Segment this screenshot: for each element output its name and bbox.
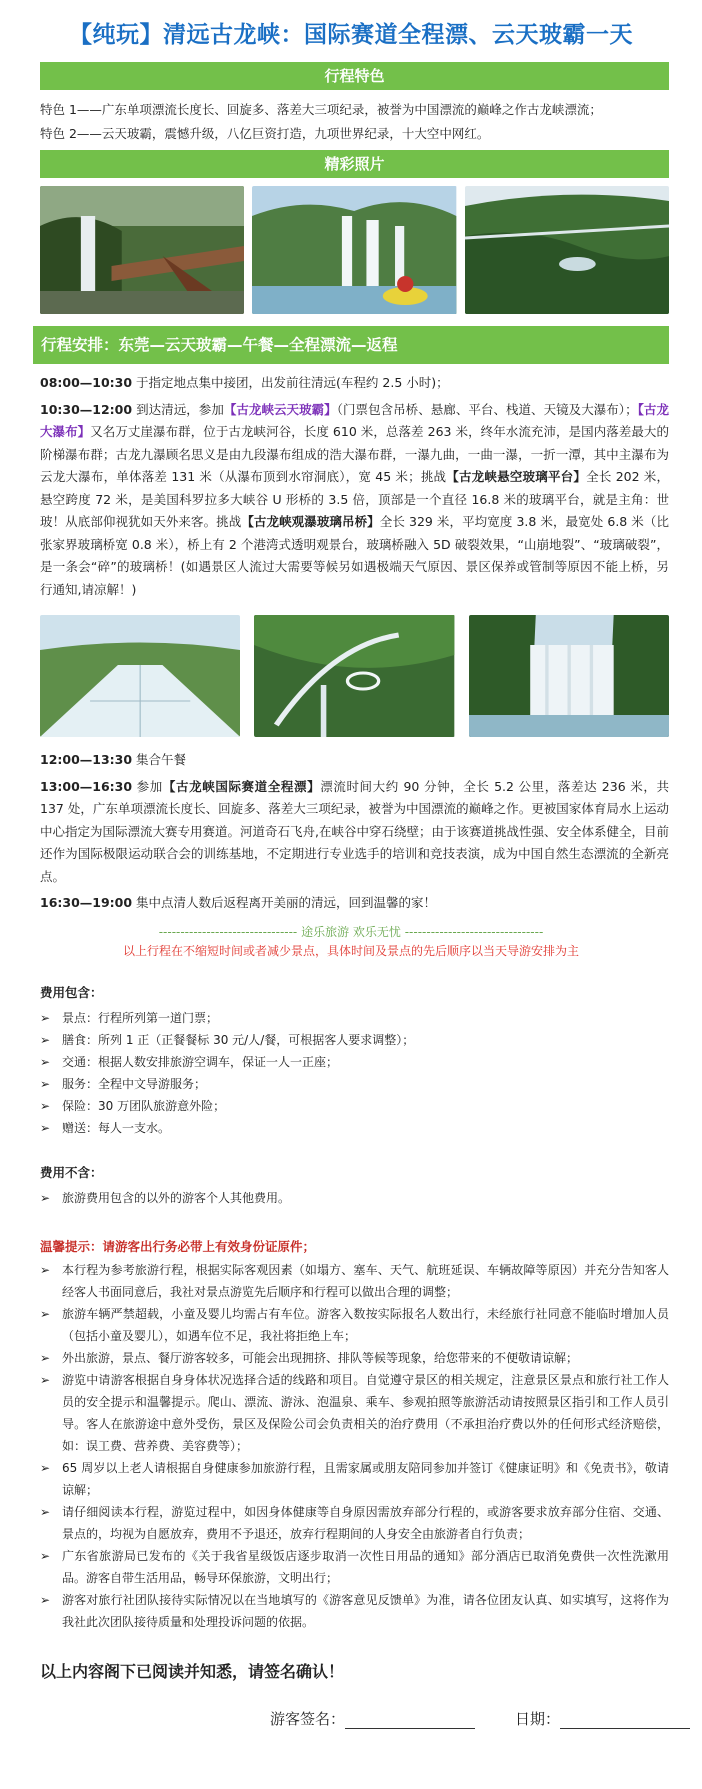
arrow-right-icon: ➢ <box>40 1592 51 1607</box>
itinerary-top <box>40 372 669 601</box>
arrow-right-icon: ➢ <box>40 1076 51 1091</box>
highlight-glass-platform: 【古龙峡悬空玻璃平台】 <box>446 469 587 484</box>
photo-waterfall-walkway <box>40 186 244 314</box>
itinerary-item-5 <box>40 892 669 915</box>
list-item: ➢ 旅游费用包含的以外的游客个人其他费用。 <box>40 1187 669 1209</box>
itinerary-text: 又名万丈崖瀑布群，位于古龙峡河谷，长度 610 米，总落差 263 米，终年水流充沛，是国内落差最大的阶梯瀑布群；古龙九瀑顾名思义是由九段瀑布组成的浩大瀑布群，一瀑九曲，一曲一瀑，一折一潭，其中主瀑布为云龙大瀑布，单体落差 131 米（从瀑布顶到水帘洞底），宽 45 米；挑战 <box>40 424 669 484</box>
itinerary-item-2 <box>40 399 669 602</box>
list-item: ➢ 游客对旅行社团队接待实际情况以在当地填写的《游客意见反馈单》为准，请各位团友认真、如实填写，这将作为我社此次团队接待质量和处理投诉问题的依据。 <box>40 1589 669 1633</box>
itinerary-time: 12:00—13:30 <box>40 752 133 767</box>
itinerary-time: 16:30—19:00 <box>40 895 133 910</box>
itinerary-text: 集中点清人数后返程离开美丽的清远，回到温馨的家！ <box>132 895 437 910</box>
list-item: ➢ 服务：全程中文导游服务； <box>40 1073 669 1095</box>
highlight-rafting: 【古龙峡国际赛道全程漂】 <box>162 778 321 794</box>
tourist-signature-label: 游客签名： <box>270 1709 346 1728</box>
itinerary-text: 参加 <box>132 778 163 794</box>
itinerary-text: 于指定地点集中接团，出发前往清远(车程约 2.5 小时)； <box>132 375 449 390</box>
included-title: 费用包含： <box>40 984 103 1000</box>
date-label: 日期： <box>515 1709 561 1728</box>
list-item: ➢ 保险：30 万团队旅游意外险； <box>40 1095 669 1117</box>
agency-slogan: -------------------------------- 途乐旅游 欢乐无忧 -------------------------------- <box>158 924 544 939</box>
tips-list <box>40 1259 669 1633</box>
features-list <box>40 98 669 146</box>
page-title: 【纯玩】清远古龙峡：国际赛道全程漂、云天玻霸一天 <box>69 22 633 48</box>
photo-glass-bridge-aerial <box>465 186 669 314</box>
tips-title: 温馨提示：请游客出行务必带上有效身份证原件； <box>40 1238 316 1254</box>
list-item: ➢ 游览中请游客根据自身身体状况选择合适的线路和项目。自觉遵守景区的相关规定，注意景区景点和旅行社工作人员的安全提示和温馨提示。爬山、漂流、游泳、泡温泉、乘车、参观拍照等旅游活动请按照景区指引和工作人员引导。客人在旅游途中意外受伤，景区及保险公司会负责相关的治疗费用（不承担治疗费以外的任何形式经济赔偿，如：误工费、营养费、美容费等）； <box>40 1369 669 1457</box>
arrow-right-icon: ➢ <box>40 1054 51 1069</box>
list-item: ➢ 65 周岁以上老人请根据自身健康参加旅游行程，且需家属或朋友陪同参加并签订《健康证明》和《免责书》，敬请谅解； <box>40 1457 669 1501</box>
itinerary-text: 全长 329 米，平均宽度 3.8 米，最宽处 6.8 米（比张家界玻璃桥宽 0.8 米），桥上有 2 个港湾式透明观景台，玻璃桥融入 5D 破裂效果，“山崩地裂”、“玻璃破裂”，是一条会“碎”的玻璃桥！(如遇景区人流过大需要等候另如遇极端天气原因、景区保养或管制等原因不能上桥，另行通知,请凉解！) <box>40 514 669 597</box>
itinerary-time: 13:00—16:30 <box>40 778 133 794</box>
excluded-title: 费用不含： <box>40 1164 103 1180</box>
date-field[interactable] <box>515 1708 690 1729</box>
itinerary-item-4 <box>40 776 669 889</box>
list-item: ➢ 旅游车辆严禁超载，小童及婴儿均需占有车位。游客入数按实际报名人数出行，未经旅行社同意不能临时增加人员（包括小童及婴儿），如遇车位不足，我社将拒绝上车； <box>40 1303 669 1347</box>
list-item: ➢ 外出旅游，景点、餐厅游客较多，可能会出现拥挤、排队等候等现象，给您带来的不便敬请谅解； <box>40 1347 669 1369</box>
feature-1: 特色 1——广东单项漂流长度长、回旋多、落差大三项纪录，被誉为中国漂流的巅峰之作古龙峡漂流； <box>40 102 602 117</box>
arrow-right-icon: ➢ <box>40 1262 51 1277</box>
date-line[interactable] <box>560 1711 690 1729</box>
list-item: ➢ 景点：行程所列第一道门票； <box>40 1007 669 1029</box>
arrow-right-icon: ➢ <box>40 1372 51 1387</box>
excluded-list <box>40 1187 669 1209</box>
list-item: ➢ 请仔细阅读本行程，游览过程中，如因身体健康等自身原因需放弃部分行程的，或游客要求放弃部分住宿、交通、景点的，均视为自愿放弃，费用不予退还，放弃行程期间的人身安全由旅游者自行负责； <box>40 1501 669 1545</box>
arrow-right-icon: ➢ <box>40 1548 51 1563</box>
itinerary-text: 到达清远，参加 <box>132 401 224 417</box>
signature-line[interactable] <box>345 1711 475 1729</box>
arrow-right-icon: ➢ <box>40 1010 51 1025</box>
signature-row <box>270 1708 702 1729</box>
features-header: 行程特色 <box>40 62 669 90</box>
photo-row-1 <box>40 186 669 314</box>
list-item: ➢ 膳食：所列 1 正（正餐餐标 30 元/人/餐，可根据客人要求调整）； <box>40 1029 669 1051</box>
schedule-notice: 以上行程在不缩短时间或者减少景点，具体时间及景点的先后顺序以当天导游安排为主 <box>122 943 579 958</box>
itinerary-item-3 <box>40 749 669 772</box>
photo-row-2 <box>40 615 669 737</box>
list-item: ➢ 广东省旅游局已发布的《关于我省星级饭店逐步取消一次性日用品的通知》部分酒店已取消免费供一次性洗漱用品。游客自带生活用品，畅导环保旅游，文明出行； <box>40 1545 669 1589</box>
itinerary-text: 全长 202 米，悬空跨度 72 米，是美国科罗拉多大峡谷 U 形桥的 3.5 倍，顶部是一个直径 16.8 米的玻璃平台，就是主角：世玻！从底部仰视犹如天外来客。挑战 <box>40 469 669 529</box>
arrow-right-icon: ➢ <box>40 1120 51 1135</box>
arrow-right-icon: ➢ <box>40 1460 51 1475</box>
photo-big-waterfall <box>469 615 669 737</box>
itinerary-header: 行程安排：东莞—云天玻霸—午餐—全程漂流—返程 <box>33 326 669 364</box>
list-item: ➢ 赠送：每人一支水。 <box>40 1117 669 1139</box>
arrow-right-icon: ➢ <box>40 1098 51 1113</box>
list-item: ➢ 交通：根据人数安排旅游空调车，保证一人一正座； <box>40 1051 669 1073</box>
itinerary-text: 集合午餐 <box>132 752 187 767</box>
itinerary-text: （门票包含吊桥、悬廊、平台、栈道、天镜及大瀑布）； <box>336 401 638 417</box>
feature-2: 特色 2——云天玻霸，震憾升级，八亿巨资打造，九项世界纪录，十大空中网红。 <box>40 126 490 141</box>
list-item: ➢ 本行程为参考旅游行程，根据实际客观因素（如塌方、塞车、天气、航班延误、车辆故障等原因）并充分告知客人经客人书面同意后，我社对景点游览先后顺序和行程可以做出合理的调整； <box>40 1259 669 1303</box>
arrow-right-icon: ➢ <box>40 1032 51 1047</box>
itinerary-bottom <box>40 749 669 915</box>
tourist-signature-field[interactable] <box>270 1708 475 1729</box>
arrow-right-icon: ➢ <box>40 1190 51 1205</box>
photo-waterfalls-rafting <box>252 186 456 314</box>
photo-spiral-bridge <box>254 615 454 737</box>
itinerary-time: 10:30—12:00 <box>40 401 133 417</box>
highlight-glass-suspension-bridge: 【古龙峡观瀑玻璃吊桥】 <box>241 514 380 529</box>
highlight-glass-bridge: 【古龙峡云天玻霸】 <box>223 401 337 417</box>
itinerary-item-1 <box>40 372 669 395</box>
arrow-right-icon: ➢ <box>40 1350 51 1365</box>
confirm-statement: 以上内容阁下已阅读并知悉，请签名确认！ <box>40 1661 345 1681</box>
included-list <box>40 1007 669 1139</box>
photos-header: 精彩照片 <box>40 150 669 178</box>
itinerary-time: 08:00—10:30 <box>40 375 133 390</box>
arrow-right-icon: ➢ <box>40 1306 51 1321</box>
highlight-waterfall: 【古龙大瀑布】 <box>40 401 669 439</box>
itinerary-text: 漂流时间大约 90 分钟，全长 5.2 公里，落差达 236 米，共 137 处，广东单项漂流长度长、回旋多、落差大三项纪录，被誉为中国漂流的巅峰之作。更被国家体育局水上运动中心指定为国际漂流大赛专用赛道。河道奇石飞舟,在峡谷中穿石绕壁；由于该赛道挑战性强、安全体系健全，目前还作为国际极限运动联合会的训练基地，不定期进行专业选手的培训和竞技表演，成为中国自然生态漂流的全新亮点。 <box>40 778 669 884</box>
arrow-right-icon: ➢ <box>40 1504 51 1519</box>
photo-glass-walkway <box>40 615 240 737</box>
